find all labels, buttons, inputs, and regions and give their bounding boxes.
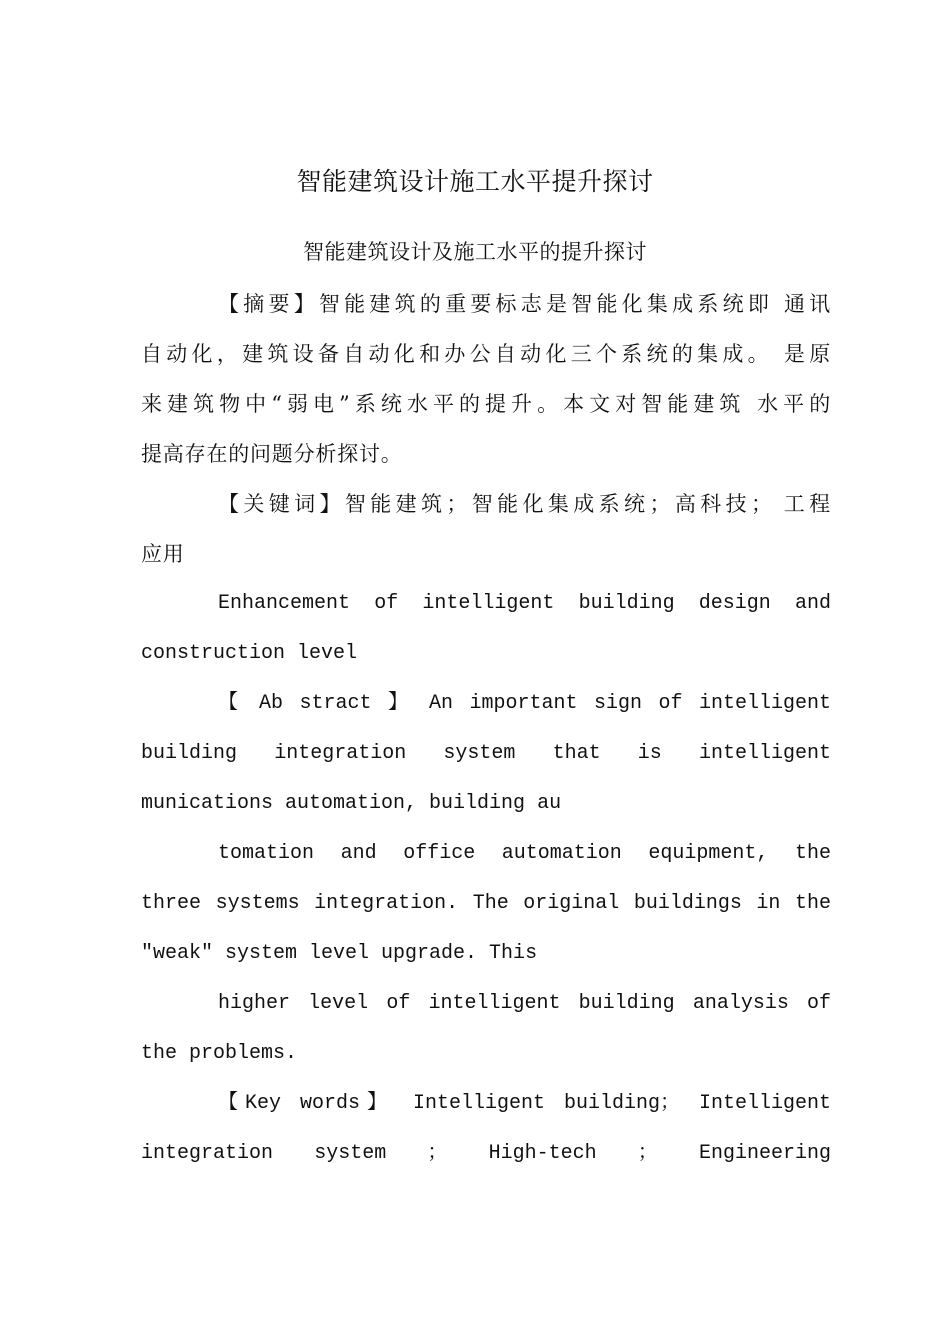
- keywords-cn: [141, 479, 831, 579]
- abstract-en-line: munications automation, building au: [141, 792, 562, 815]
- abstract-en-final: [141, 979, 831, 1079]
- abstract-cn-line: 【摘要】智能建筑的重要标志是智能化集成系统即 通讯: [218, 292, 831, 316]
- abstract-en-line: 【 Ab stract 】 An important sign of intelligent: [218, 692, 831, 715]
- document-subtitle: 智能建筑设计及施工水平的提升探讨: [303, 240, 647, 264]
- abstract-en-line: the problems.: [141, 1042, 298, 1065]
- abstract-en-line: three systems integration. The original buildings in the: [141, 892, 831, 915]
- abstract-cn-line: 来建筑物中“弱电”系统水平的提升。本文对智能建筑 水平的: [141, 392, 831, 416]
- keywords-cn-line: 应用: [141, 542, 185, 566]
- abstract-en: [141, 679, 831, 829]
- title-en-line: construction level: [141, 642, 358, 665]
- keywords-en: [141, 1079, 831, 1179]
- abstract-en-continued: [141, 829, 831, 979]
- abstract-cn: [141, 279, 831, 479]
- title-en: [141, 579, 831, 679]
- keywords-en-line: 【Key words】 Intelligent building； Intelligent: [218, 1092, 831, 1115]
- keywords-cn-line: 【关键词】智能建筑；智能化集成系统；高科技； 工程: [218, 492, 831, 516]
- abstract-en-line: building integration system that is intelligent: [141, 742, 831, 765]
- abstract-en-line: "weak" system level upgrade. This: [141, 942, 538, 965]
- abstract-cn-line: 提高存在的问题分析探讨。: [141, 442, 403, 466]
- title-en-line: Enhancement of intelligent building design and: [218, 592, 831, 615]
- abstract-en-line: tomation and office automation equipment, the: [218, 842, 831, 865]
- document-title: 智能建筑设计施工水平提升探讨: [296, 167, 654, 196]
- abstract-cn-line: 自动化，建筑设备自动化和办公自动化三个系统的集成。 是原: [141, 342, 831, 366]
- abstract-en-line: higher level of intelligent building analysis of: [218, 992, 831, 1015]
- keywords-en-line: integration system ； High-tech ； Engineering: [141, 1142, 831, 1165]
